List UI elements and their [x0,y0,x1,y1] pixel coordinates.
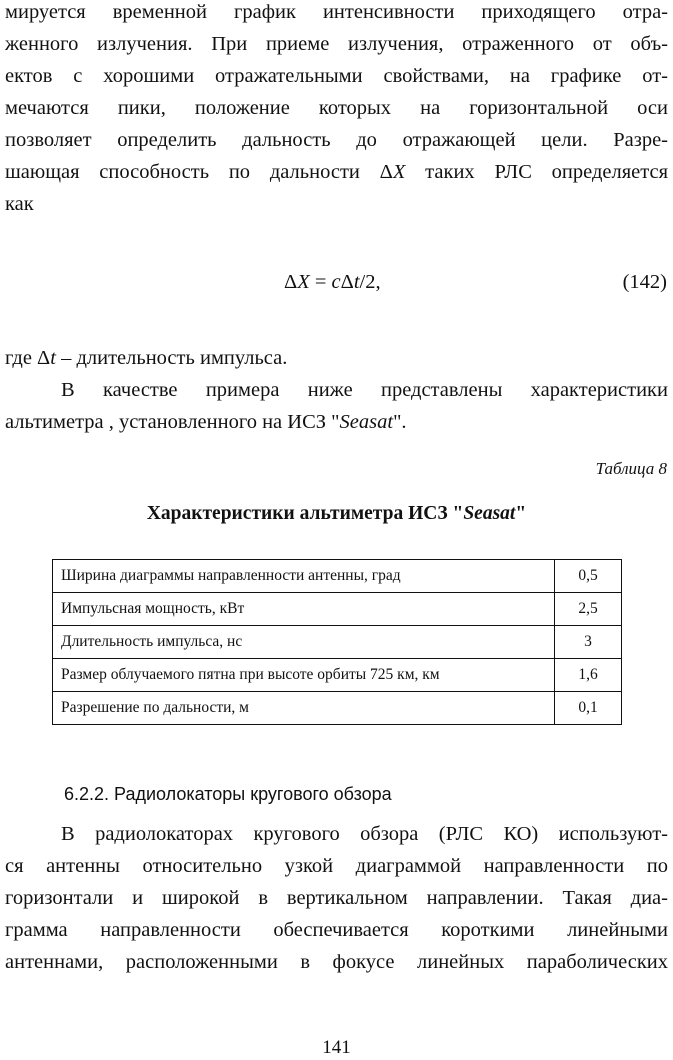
formula-number: (142) [622,271,667,293]
table-row [53,593,622,626]
table-cell-label: Размер облучаемого пятна при высоте орбиты 725 км, км [53,659,555,692]
table-cell-value: 1,6 [555,659,622,692]
closing-line-4: грамма направленности обеспечивается короткими линейными [5,919,668,941]
intro-line-7: как [5,193,34,215]
table-cell-value: 0,1 [555,692,622,725]
table-cell-label: Длительность импульса, нс [53,626,555,659]
closing-line-3: горизонтали и широкой в вертикальном направлении. Такая диа- [5,887,668,909]
intro-paragraph [5,0,668,220]
table-row [53,659,622,692]
closing-line-5: антеннами, расположенными в фокусе линейных параболических [5,951,668,973]
where-line: где Δt – длительность импульса. [5,347,288,369]
intro-line-2: женного излучения. При приеме излучения, отраженного от объ- [5,33,668,55]
table-row [53,692,622,725]
intro-line-3: ектов с хорошими отражательными свойствами, на графике от- [5,65,668,87]
table-cell-value: 3 [555,626,622,659]
intro-line-6: шающая способность по дальности ΔX таких РЛС определяется [5,161,668,183]
table-cell-label: Разрешение по дальности, м [53,692,555,725]
table-row [53,626,622,659]
example-line-2: альтиметра , установленного на ИСЗ "Seasat". [5,411,407,433]
closing-line-2: ся антенны относительно узкой диаграммой направленности по [5,855,668,877]
example-line-1: В качестве примера ниже представлены характеристики [61,379,668,401]
intro-line-1: мируется временной график интенсивности приходящего отра- [5,1,668,23]
intro-line-5: позволяет определить дальность до отражающей цели. Разре- [5,129,668,151]
formula-142 [0,266,673,298]
table-row [53,560,622,593]
page-number: 141 [322,1037,351,1058]
characteristics-table [52,559,622,725]
table-caption: Таблица 8 [595,459,667,478]
intro-line-4: мечаются пики, положение которых на горизонтальной оси [5,97,668,119]
table-cell-value: 0,5 [555,560,622,593]
table-cell-label: Импульсная мощность, кВт [53,593,555,626]
table-title: Характеристики альтиметра ИСЗ "Seasat" [146,503,527,524]
closing-line-1: В радиолокаторах кругового обзора (РЛС КО) используют- [61,823,668,845]
example-paragraph [5,374,668,438]
table-cell-value: 2,5 [555,593,622,626]
closing-paragraph [5,818,668,978]
formula-expression: ΔX = cΔt/2, [284,271,381,293]
subsection-heading: 6.2.2. Радиолокаторы кругового обзора [64,784,392,804]
table-cell-label: Ширина диаграммы направленности антенны, град [53,560,555,593]
where-paragraph [5,342,668,374]
